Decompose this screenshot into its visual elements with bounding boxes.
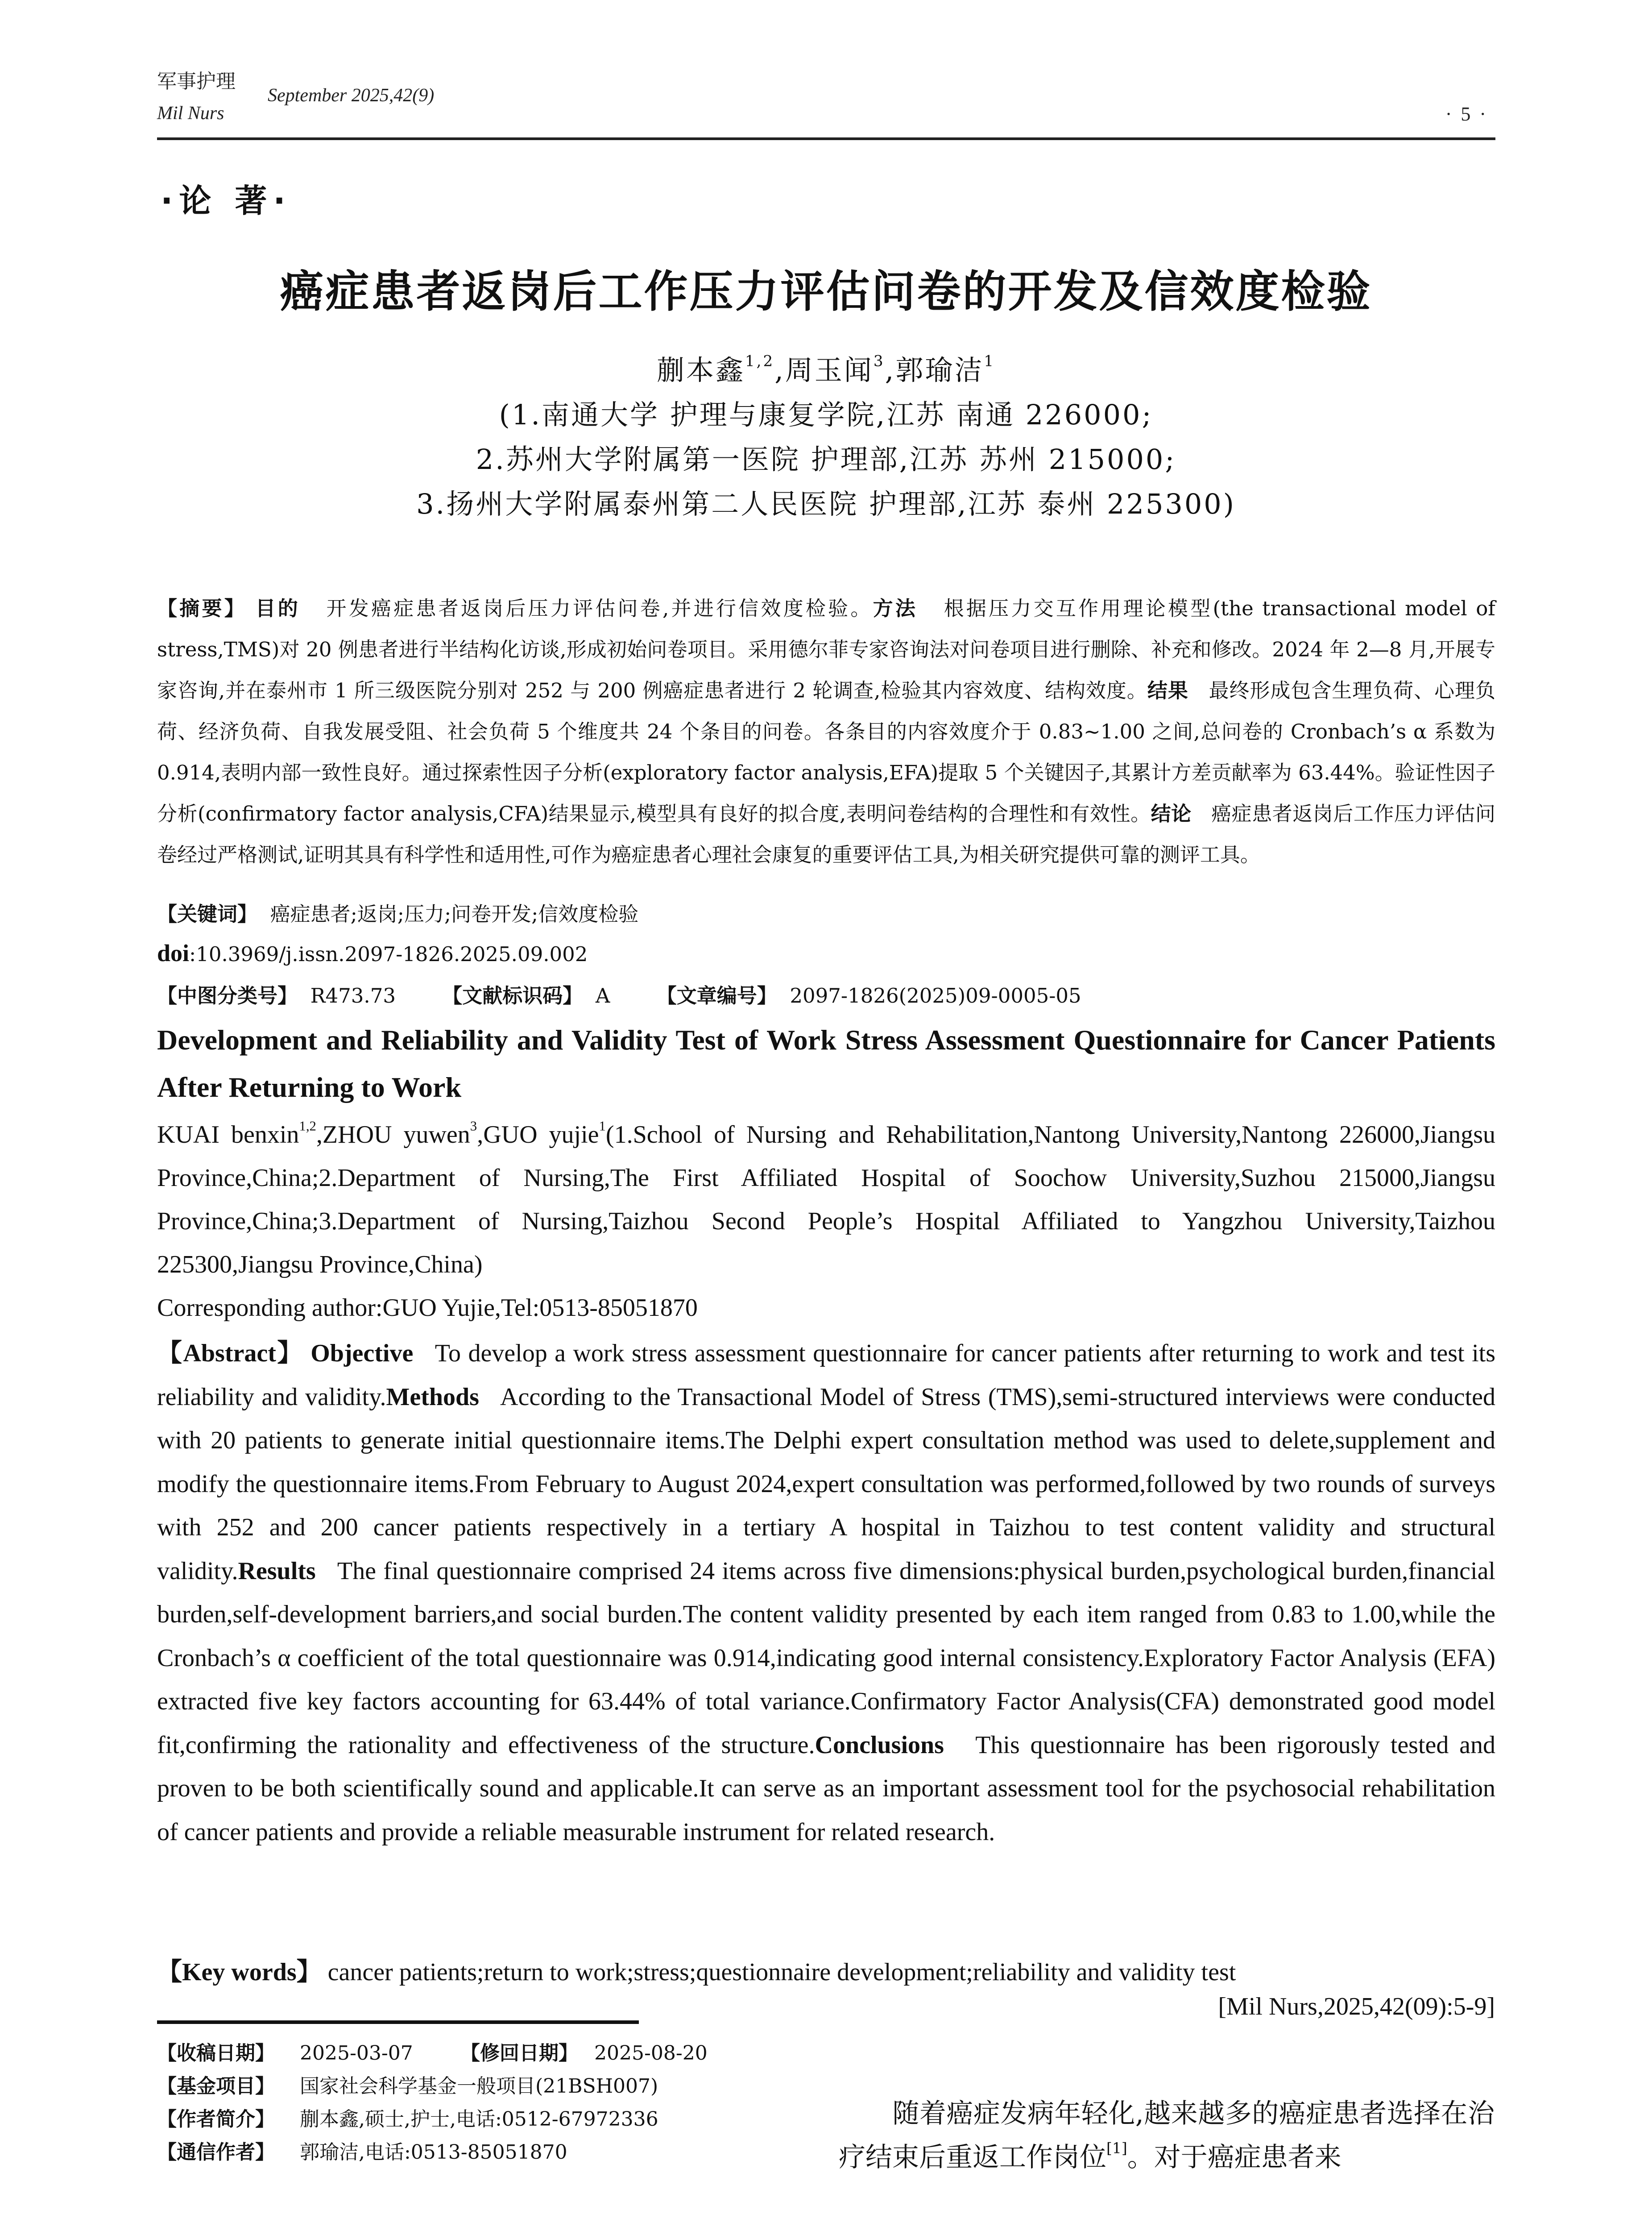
paper-title-en: Development and Reliability and Validity Test of Work Stress Assessment Questionnaire for Cancer Patients After Returning to Work	[157, 1024, 1495, 1103]
affiliation-cn: (1.南通大学 护理与康复学院,江苏 南通 226000;	[499, 398, 1153, 431]
author-name-en: KUAI benxin	[157, 1121, 299, 1149]
abstract-cn	[157, 588, 1495, 875]
keywords-en	[157, 1952, 1495, 1988]
keywords-value-en: cancer patients;return to work;stress;questionnaire development;reliability and validity test	[327, 1958, 1236, 1986]
author-affiliation-sup: 3	[873, 352, 885, 370]
objective-label: 目的	[255, 597, 300, 620]
methods-text-en: According to the Transactional Model of Stress (TMS),semi-structured interviews were conducted with 20 patients to generate initial questionnaire items.The Delphi expert consultation method was used to delete,supplement and modify the questionnaire items.From February to August 2024,expert consultation was performed,followed by two rounds of surveys with 252 and 200 cancer patients respectively in a tertiary A hospital in Taizhou to test content validity and structural validity.	[157, 1383, 1495, 1585]
author-name-en: GUO yujie	[483, 1121, 599, 1149]
corresponding-value: 郭瑜洁,电话:0513-85051870	[300, 2141, 567, 2164]
section-tag: ·论 著·	[161, 182, 292, 220]
journal-name-cn: 军事护理	[157, 70, 236, 93]
keywords-cn	[157, 898, 1495, 927]
conclusion-label: 结论	[1151, 802, 1192, 825]
conclusion-text: 癌症患者返岗后工作压力评估问卷经过严格测试,证明其具有科学性和适用性,可作为癌症患者心理社会康复的重要评估工具,为相关研究提供可靠的测评工具。	[157, 802, 1495, 867]
footnote-corresponding	[157, 2136, 708, 2169]
citation: [Mil Nurs,2025,42(09):5-9]	[1218, 1993, 1495, 2020]
results-label-en: Results	[238, 1557, 316, 1585]
article-no-value: 2097-1826(2025)09-0005-05	[790, 984, 1081, 1008]
author-affiliation-sup: 1,2	[745, 352, 775, 370]
author-name: 郭瑜洁	[895, 354, 984, 386]
doi-label: doi	[157, 940, 190, 966]
corresponding-label: 【通信作者】	[157, 2141, 275, 2164]
body-paragraph	[839, 2092, 1495, 2179]
author-affiliation-sup: 1	[984, 352, 996, 370]
doc-code-value: A	[595, 984, 610, 1008]
paper-title-cn: 癌症患者返岗后工作压力评估问卷的开发及信效度检验	[280, 266, 1372, 317]
abstract-label-en: 【Abstract】	[157, 1339, 303, 1367]
conclusion-label-en: Conclusions	[815, 1731, 944, 1759]
clc-label: 【中图分类号】	[157, 984, 298, 1008]
methods-label-en: Methods	[386, 1383, 479, 1411]
reference-link[interactable]: [1]	[1106, 2139, 1127, 2157]
results-text: 最终形成包含生理负荷、心理负荷、经济负荷、自我发展受阻、社会负荷 5 个维度共 24 个条目的问卷。各条目的内容效度介于 0.83~1.00 之间,总问卷的 Cronbach’s α 系数为 0.914,表明内部一致性良好。通过探索性因子分析(exploratory factor analysis,EFA)提取 5 个关键因子,其累计方差贡献率为 63.44%。验证性因子分析(confirmatory factor analysis,CFA)结果显示,模型具有良好的拟合度,表明问卷结构的合理性和有效性。	[157, 679, 1495, 825]
body-text: 。对于癌症患者来	[1127, 2142, 1341, 2173]
affiliation-cn: 3.扬州大学附属泰州第二人民医院 护理部,江苏 泰州 225300)	[416, 488, 1236, 520]
conclusion-text-en: This questionnaire has been rigorously tested and proven to be both scientifically sound and applicable.It can serve as an important assessment tool for the psychosocial rehabilitation of cancer patients and provide a reliable measurable instrument for related research.	[157, 1731, 1495, 1846]
revised-value: 2025-08-20	[594, 2042, 708, 2065]
classification-line	[157, 979, 1495, 1008]
author-affiliation-sup: 1,2	[299, 1118, 316, 1134]
methods-label: 方法	[873, 597, 918, 620]
author-name-en: ZHOU yuwen	[322, 1121, 470, 1149]
article-no-label: 【文章编号】	[656, 984, 777, 1008]
doc-code-label: 【文献标识码】	[442, 984, 583, 1008]
doi-value[interactable]: :10.3969/j.issn.2097-1826.2025.09.002	[189, 942, 588, 966]
issue-date: September 2025,42(9)	[268, 85, 435, 106]
affiliation-cn: 2.苏州大学附属第一医院 护理部,江苏 苏州 215000;	[476, 443, 1176, 476]
objective-label-en: Objective	[311, 1339, 414, 1367]
author-bio-label: 【作者简介】	[157, 2108, 275, 2131]
footnote-rule	[157, 2020, 639, 2024]
footnote-fund	[157, 2070, 708, 2103]
doi-line	[157, 939, 1495, 967]
header-rule	[157, 137, 1495, 140]
footnote-dates	[157, 2037, 708, 2070]
authors-en: KUAI benxin$^{1,2}$,ZHOU yuwen$^3$,GUO yujie$^1$(1.School of Nursing and Rehabilitation,Nantong University,Nantong 226000,Jiangsu Province,China;2.Department of Nursing,The First Affiliated Hospital of Soochow University,Suzhou 215000,Jiangsu Province,China;3.Department of Nursing,Taizhou Second People’s Hospital Affiliated to Yangzhou University,Taizhou 225300,Jiangsu Province,China) Corresponding author:GUO Yujie,Tel:0513-85051870	[157, 1118, 1495, 1322]
authors-cn: 蒯本鑫$^{1,2}$,周玉闻$^3$,郭瑜洁$^1$	[656, 352, 996, 386]
footnotes	[157, 2037, 708, 2169]
body-text: 随着癌症发病年轻化,越来越多的癌症患者选择在治疗结束后重返工作岗位	[839, 2098, 1495, 2173]
objective-text-en: To develop a work stress assessment questionnaire for cancer patients after returning to work and test its reliability and validity.	[157, 1339, 1495, 1411]
abstract-label: 【摘要】	[157, 597, 247, 620]
author-bio-value: 蒯本鑫,硕士,护士,电话:0512-67972336	[300, 2108, 658, 2131]
fund-label: 【基金项目】	[157, 2075, 275, 2098]
objective-text: 开发癌症患者返岗后压力评估问卷,并进行信效度检验。	[326, 597, 873, 620]
revised-label: 【修回日期】	[460, 2042, 578, 2065]
author-affiliation-sup: 3	[470, 1118, 477, 1134]
affiliations-en: (1.School of Nursing and Rehabilitation,Nantong University,Nantong 226000,Jiangsu Province,China;2.Department of Nursing,The First Affiliated Hospital of Soochow University,Suzhou 215000,Jiangsu Province,China;3.Department of Nursing,Taizhou Second People’s Hospital Affiliated to Yangzhou University,Taizhou 225300,Jiangsu Province,China)	[157, 1121, 1495, 1278]
methods-text: 根据压力交互作用理论模型(the transactional model of stress,TMS)对 20 例患者进行半结构化访谈,形成初始问卷项目。采用德尔菲专家咨询法对问卷项目进行删除、补充和修改。2024 年 2—8 月,开展专家咨询,并在泰州市 1 所三级医院分别对 252 与 200 例癌症患者进行 2 轮调查,检验其内容效度、结构效度。	[157, 597, 1495, 702]
page-number: ·5·	[1445, 103, 1495, 125]
received-label: 【收稿日期】	[157, 2042, 275, 2065]
journal-name-en: Mil Nurs	[157, 103, 224, 124]
author-name: 周玉闻	[785, 354, 874, 386]
author-name: 蒯本鑫	[656, 354, 745, 386]
clc-value: R473.73	[310, 984, 396, 1008]
keywords-label: 【关键词】	[157, 902, 258, 926]
footnote-author-bio	[157, 2103, 708, 2136]
keywords-value: 癌症患者;返岗;压力;问卷开发;信效度检验	[270, 902, 639, 926]
keywords-label-en: 【Key words】	[157, 1958, 322, 1986]
results-text-en: The final questionnaire comprised 24 items across five dimensions:physical burden,psychological burden,financial burden,self-development barriers,and social burden.The content validity presented by each item ranged from 0.83 to 1.00,while the Cronbach’s α coefficient of the total questionnaire was 0.914,indicating good internal consistency.Exploratory Factor Analysis (EFA) extracted five key factors accounting for 63.44% of total variance.Confirmatory Factor Analysis(CFA) demonstrated good model fit,confirming the rationality and effectiveness of the structure.	[157, 1557, 1495, 1759]
corresponding-author-en: Corresponding author:GUO Yujie,Tel:0513-85051870	[157, 1294, 698, 1322]
received-value: 2025-03-07	[300, 2042, 413, 2065]
author-affiliation-sup: 1	[599, 1118, 606, 1134]
results-label: 结果	[1147, 679, 1188, 702]
abstract-en	[157, 1332, 1495, 1854]
fund-value: 国家社会科学基金一般项目(21BSH007)	[300, 2075, 658, 2098]
